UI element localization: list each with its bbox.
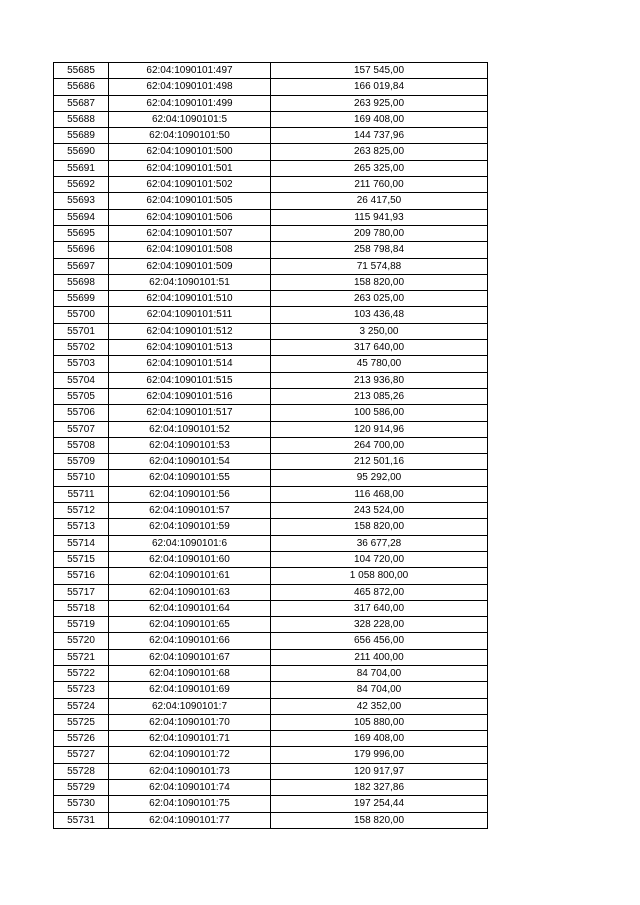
table-row [54,95,488,111]
value-cell: 95 292,00 [271,470,488,486]
value-cell: 42 352,00 [271,698,488,714]
value-cell: 243 524,00 [271,503,488,519]
cadastral-number-cell: 62:04:1090101:54 [109,454,271,470]
value-cell: 197 254,44 [271,796,488,812]
row-number-cell: 55722 [54,665,109,681]
table-body [54,63,488,829]
cadastral-number-cell: 62:04:1090101:69 [109,682,271,698]
table-row [54,551,488,567]
table-row [54,535,488,551]
cadastral-number-cell: 62:04:1090101:77 [109,812,271,828]
table-row [54,388,488,404]
value-cell: 263 925,00 [271,95,488,111]
value-cell: 213 085,26 [271,388,488,404]
value-cell: 209 780,00 [271,225,488,241]
row-number-cell: 55687 [54,95,109,111]
row-number-cell: 55716 [54,568,109,584]
row-number-cell: 55725 [54,714,109,730]
cadastral-number-cell: 62:04:1090101:59 [109,519,271,535]
cadastral-number-cell: 62:04:1090101:64 [109,600,271,616]
cadastral-number-cell: 62:04:1090101:71 [109,731,271,747]
value-cell: 84 704,00 [271,665,488,681]
row-number-cell: 55705 [54,388,109,404]
row-number-cell: 55693 [54,193,109,209]
cadastral-number-cell: 62:04:1090101:50 [109,128,271,144]
cadastral-number-cell: 62:04:1090101:68 [109,665,271,681]
value-cell: 169 408,00 [271,111,488,127]
value-cell: 212 501,16 [271,454,488,470]
row-number-cell: 55698 [54,274,109,290]
table-row [54,209,488,225]
table-row [54,470,488,486]
value-cell: 104 720,00 [271,551,488,567]
value-cell: 3 250,00 [271,323,488,339]
value-cell: 263 025,00 [271,291,488,307]
value-cell: 84 704,00 [271,682,488,698]
value-cell: 264 700,00 [271,437,488,453]
table-row [54,731,488,747]
cadastral-number-cell: 62:04:1090101:509 [109,258,271,274]
table-row [54,486,488,502]
cadastral-number-cell: 62:04:1090101:500 [109,144,271,160]
value-cell: 158 820,00 [271,274,488,290]
row-number-cell: 55715 [54,551,109,567]
table-row [54,649,488,665]
table-row [54,812,488,828]
table-row [54,144,488,160]
value-cell: 158 820,00 [271,519,488,535]
value-cell: 265 325,00 [271,160,488,176]
row-number-cell: 55701 [54,323,109,339]
value-cell: 120 917,97 [271,763,488,779]
value-cell: 211 760,00 [271,177,488,193]
cadastral-number-cell: 62:04:1090101:501 [109,160,271,176]
value-cell: 115 941,93 [271,209,488,225]
cadastral-number-cell: 62:04:1090101:74 [109,780,271,796]
cadastral-number-cell: 62:04:1090101:517 [109,405,271,421]
row-number-cell: 55731 [54,812,109,828]
value-cell: 213 936,80 [271,372,488,388]
table-row [54,307,488,323]
value-cell: 103 436,48 [271,307,488,323]
table-row [54,225,488,241]
value-cell: 158 820,00 [271,812,488,828]
value-cell: 169 408,00 [271,731,488,747]
table-row [54,617,488,633]
value-cell: 157 545,00 [271,63,488,79]
cadastral-number-cell: 62:04:1090101:55 [109,470,271,486]
table-row [54,747,488,763]
cadastral-number-cell: 62:04:1090101:515 [109,372,271,388]
row-number-cell: 55688 [54,111,109,127]
row-number-cell: 55700 [54,307,109,323]
row-number-cell: 55691 [54,160,109,176]
table-row [54,291,488,307]
value-cell: 182 327,86 [271,780,488,796]
table-row [54,323,488,339]
table-row [54,242,488,258]
table-row [54,714,488,730]
table-row [54,600,488,616]
table-row [54,665,488,681]
cadastral-number-cell: 62:04:1090101:52 [109,421,271,437]
value-cell: 36 677,28 [271,535,488,551]
value-cell: 317 640,00 [271,600,488,616]
value-cell: 1 058 800,00 [271,568,488,584]
row-number-cell: 55717 [54,584,109,600]
table-row [54,568,488,584]
table-row [54,340,488,356]
table-row [54,584,488,600]
cadastral-number-cell: 62:04:1090101:56 [109,486,271,502]
cadastral-number-cell: 62:04:1090101:60 [109,551,271,567]
table-row [54,79,488,95]
row-number-cell: 55730 [54,796,109,812]
value-cell: 105 880,00 [271,714,488,730]
value-cell: 26 417,50 [271,193,488,209]
cadastral-number-cell: 62:04:1090101:75 [109,796,271,812]
row-number-cell: 55694 [54,209,109,225]
row-number-cell: 55689 [54,128,109,144]
value-cell: 656 456,00 [271,633,488,649]
table-row [54,503,488,519]
table-row [54,405,488,421]
cadastral-number-cell: 62:04:1090101:516 [109,388,271,404]
row-number-cell: 55713 [54,519,109,535]
row-number-cell: 55703 [54,356,109,372]
cadastral-number-cell: 62:04:1090101:57 [109,503,271,519]
table-row [54,519,488,535]
cadastral-number-cell: 62:04:1090101:51 [109,274,271,290]
value-cell: 120 914,96 [271,421,488,437]
row-number-cell: 55697 [54,258,109,274]
row-number-cell: 55695 [54,225,109,241]
value-cell: 211 400,00 [271,649,488,665]
value-cell: 166 019,84 [271,79,488,95]
row-number-cell: 55685 [54,63,109,79]
row-number-cell: 55723 [54,682,109,698]
table-row [54,796,488,812]
row-number-cell: 55686 [54,79,109,95]
row-number-cell: 55709 [54,454,109,470]
table-row [54,698,488,714]
table-row [54,63,488,79]
table-row [54,682,488,698]
value-cell: 144 737,96 [271,128,488,144]
cadastral-number-cell: 62:04:1090101:513 [109,340,271,356]
row-number-cell: 55708 [54,437,109,453]
cadastral-number-cell: 62:04:1090101:507 [109,225,271,241]
table-row [54,372,488,388]
cadastral-number-cell: 62:04:1090101:510 [109,291,271,307]
table-row [54,780,488,796]
cadastral-number-cell: 62:04:1090101:73 [109,763,271,779]
cadastral-number-cell: 62:04:1090101:70 [109,714,271,730]
cadastral-number-cell: 62:04:1090101:514 [109,356,271,372]
value-cell: 116 468,00 [271,486,488,502]
cadastral-number-cell: 62:04:1090101:505 [109,193,271,209]
cadastral-number-cell: 62:04:1090101:6 [109,535,271,551]
row-number-cell: 55714 [54,535,109,551]
cadastral-number-cell: 62:04:1090101:512 [109,323,271,339]
table-row [54,454,488,470]
table-row [54,763,488,779]
cadastral-number-cell: 62:04:1090101:7 [109,698,271,714]
row-number-cell: 55727 [54,747,109,763]
row-number-cell: 55726 [54,731,109,747]
row-number-cell: 55704 [54,372,109,388]
table-row [54,128,488,144]
cadastral-number-cell: 62:04:1090101:65 [109,617,271,633]
row-number-cell: 55719 [54,617,109,633]
row-number-cell: 55724 [54,698,109,714]
table-row [54,633,488,649]
cadastral-number-cell: 62:04:1090101:498 [109,79,271,95]
row-number-cell: 55690 [54,144,109,160]
table-row [54,160,488,176]
value-cell: 328 228,00 [271,617,488,633]
cadastral-number-cell: 62:04:1090101:67 [109,649,271,665]
row-number-cell: 55710 [54,470,109,486]
cadastral-value-table [53,62,488,829]
row-number-cell: 55706 [54,405,109,421]
row-number-cell: 55712 [54,503,109,519]
table-row [54,258,488,274]
value-cell: 179 996,00 [271,747,488,763]
row-number-cell: 55702 [54,340,109,356]
cadastral-number-cell: 62:04:1090101:63 [109,584,271,600]
table-row [54,421,488,437]
table-row [54,111,488,127]
table-row [54,193,488,209]
row-number-cell: 55699 [54,291,109,307]
cadastral-number-cell: 62:04:1090101:508 [109,242,271,258]
cadastral-number-cell: 62:04:1090101:53 [109,437,271,453]
row-number-cell: 55707 [54,421,109,437]
row-number-cell: 55718 [54,600,109,616]
cadastral-number-cell: 62:04:1090101:506 [109,209,271,225]
value-cell: 45 780,00 [271,356,488,372]
row-number-cell: 55728 [54,763,109,779]
row-number-cell: 55729 [54,780,109,796]
row-number-cell: 55696 [54,242,109,258]
row-number-cell: 55721 [54,649,109,665]
table-row [54,274,488,290]
cadastral-number-cell: 62:04:1090101:497 [109,63,271,79]
cadastral-number-cell: 62:04:1090101:511 [109,307,271,323]
table-row [54,356,488,372]
cadastral-number-cell: 62:04:1090101:72 [109,747,271,763]
cadastral-number-cell: 62:04:1090101:499 [109,95,271,111]
table-row [54,437,488,453]
row-number-cell: 55711 [54,486,109,502]
value-cell: 258 798,84 [271,242,488,258]
cadastral-number-cell: 62:04:1090101:66 [109,633,271,649]
value-cell: 71 574,88 [271,258,488,274]
row-number-cell: 55720 [54,633,109,649]
value-cell: 465 872,00 [271,584,488,600]
table-row [54,177,488,193]
row-number-cell: 55692 [54,177,109,193]
cadastral-number-cell: 62:04:1090101:502 [109,177,271,193]
value-cell: 317 640,00 [271,340,488,356]
value-cell: 100 586,00 [271,405,488,421]
cadastral-number-cell: 62:04:1090101:5 [109,111,271,127]
value-cell: 263 825,00 [271,144,488,160]
cadastral-number-cell: 62:04:1090101:61 [109,568,271,584]
